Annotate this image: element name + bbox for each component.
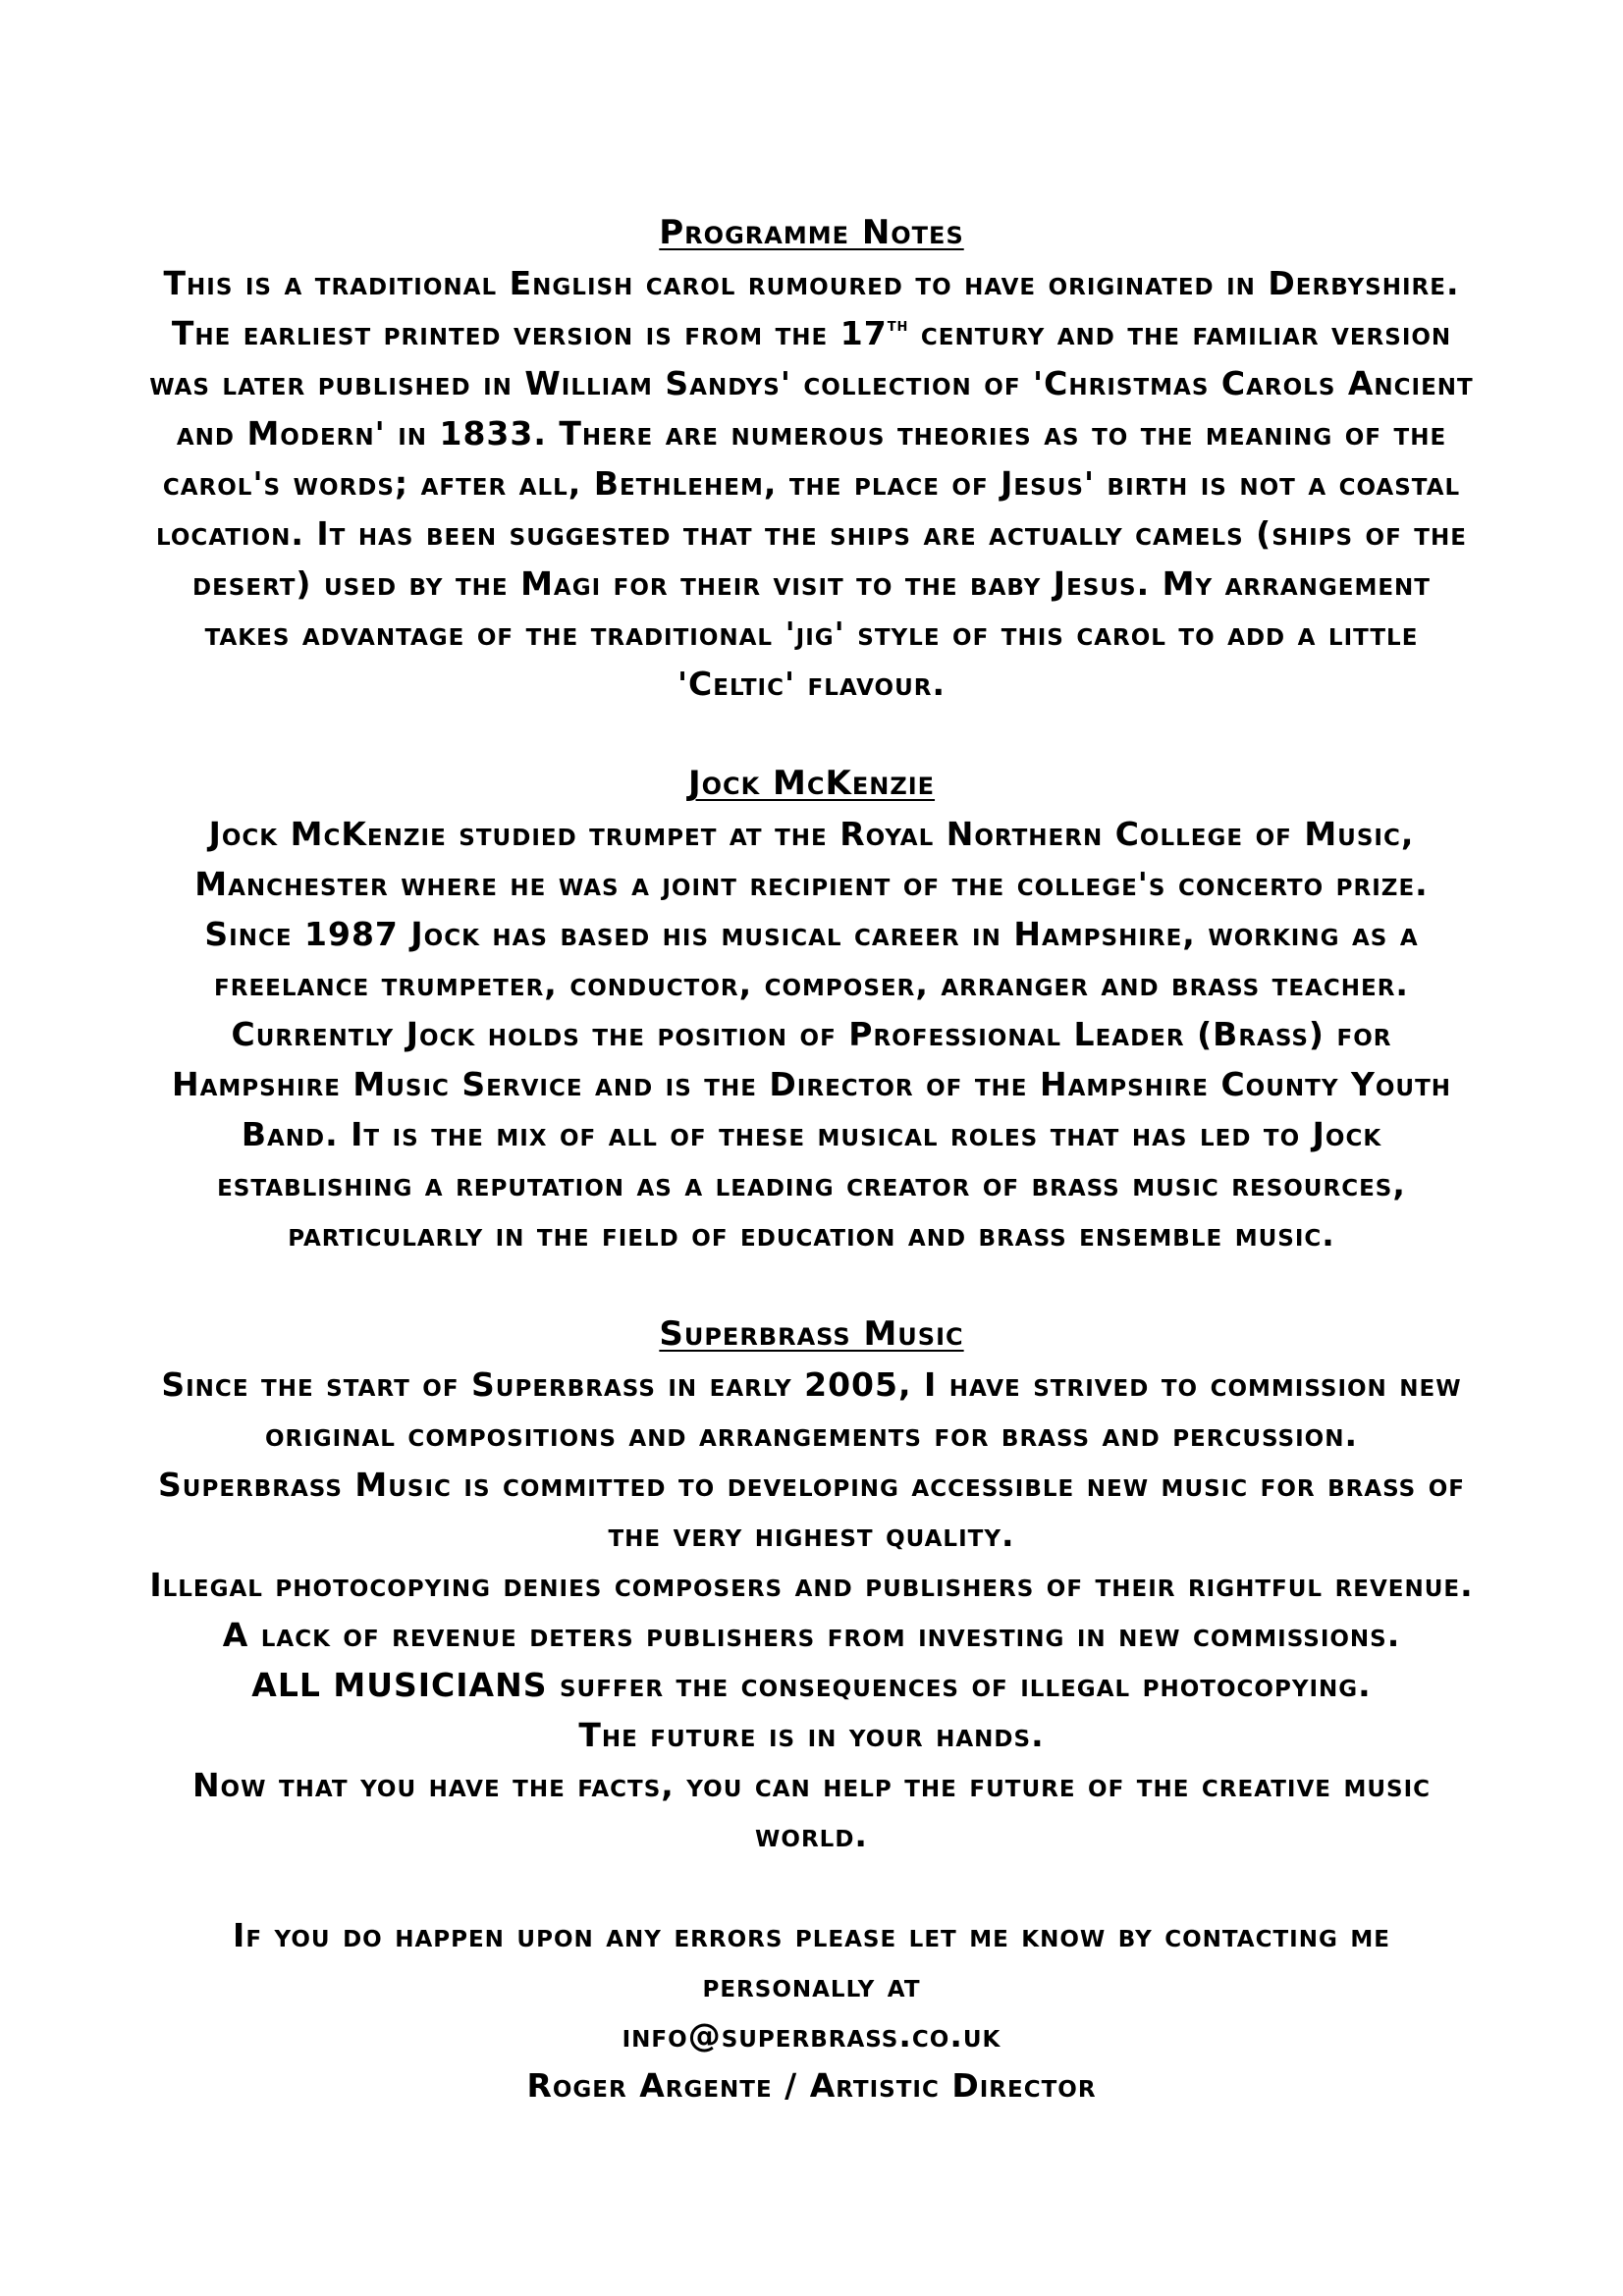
contact-text: If you do happen upon any errors please let me know by contacting me personally at	[233, 1916, 1390, 2004]
programme-notes-section	[147, 208, 1476, 709]
composer-heading: Jock McKenzie	[687, 764, 936, 803]
publisher-heading: Superbrass Music	[659, 1314, 964, 1354]
programme-notes-text	[147, 258, 1476, 709]
publisher-line-5-rest: suffer the consequences of illegal photocopying.	[547, 1666, 1372, 1704]
composer-bio-text: Jock McKenzie studied trumpet at the Royal Northern College of Music, Manchester where he was a joint recipient of the college's concerto prize. Since 1987 Jock has based his musical career in Hampshire, working as a freelance trumpeter, conductor, composer, arranger and brass teacher. Currently Jock holds the position of Professional Leader (Brass) for Hampshire Music Service and is the Director of the Hampshire County Youth Band. It is the mix of all of these musical roles that has led to Jock establishing a reputation as a leading creator of brass music resources, particularly in the field of education and brass ensemble music.	[171, 815, 1452, 1254]
programme-notes-text-b: century and the familiar version was later published in William Sandys' collection of 'Christmas Carols Ancient and Modern' in 1833. There are numerous theories as to the meaning of the carol's words; after all, Bethlehem, the place of Jesus' birth is not a coastal location. It has been suggested that the ships are actually camels (ships of the desert) used by the Magi for their visit to the baby Jesus. My arrangement takes advantage of the traditional 'jig' style of this carol to add a little 'Celtic' flavour.	[149, 314, 1474, 703]
composer-section	[147, 759, 1476, 1259]
document-page	[147, 208, 1476, 2110]
programme-notes-text-a: This is a traditional English carol rumoured to have originated in Derbyshire. The earliest printed version is from the 17	[163, 264, 1460, 352]
signature: Roger Argente / Artistic Director	[526, 2066, 1097, 2105]
publisher-line-4: A lack of revenue deters publishers from investing in new commissions.	[222, 1616, 1401, 1654]
publisher-line-3: Illegal photocopying denies composers and publishers of their rightful revenue.	[149, 1566, 1474, 1604]
publisher-section	[147, 1309, 1476, 1860]
publisher-line-7: Now that you have the facts, you can help the future of the creative music world.	[191, 1766, 1432, 1854]
ordinal-superscript: th	[887, 315, 909, 336]
contact-email[interactable]: info@superbrass.co.uk	[622, 2016, 1001, 2055]
publisher-line-2: Superbrass Music is committed to developing accessible new music for brass of the very highest quality.	[158, 1466, 1465, 1554]
publisher-line-6: The future is in your hands.	[578, 1716, 1045, 1754]
all-musicians-emphasis: ALL MUSICIANS	[251, 1666, 548, 1704]
publisher-line-5	[147, 1660, 1476, 1710]
programme-notes-heading: Programme Notes	[659, 213, 964, 252]
contact-section	[147, 1910, 1476, 2110]
publisher-line-1: Since the start of Superbrass in early 2005, I have strived to commission new original compositions and arrangements for brass and percussion.	[161, 1365, 1462, 1454]
